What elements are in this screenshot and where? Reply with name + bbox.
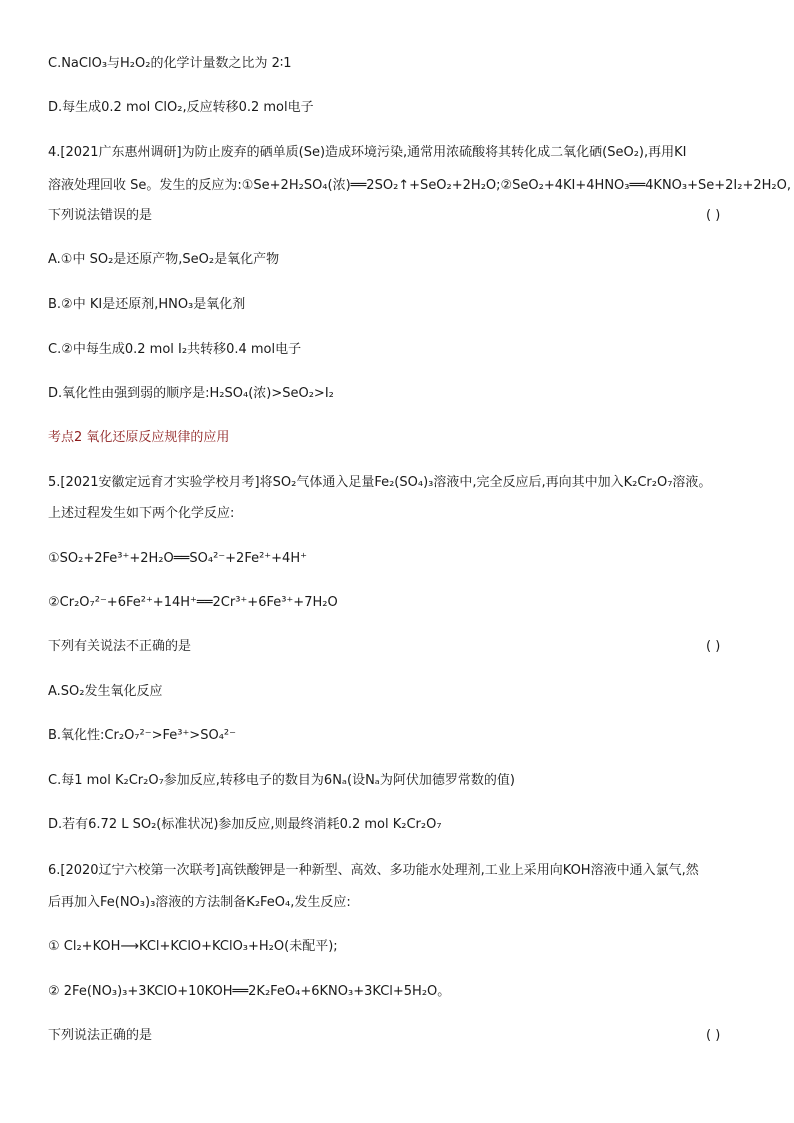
q4-stem-line3: 下列说法错误的是 [48,208,153,223]
q4-option-d: D.氧化性由强到弱的顺序是:H₂SO₄(浓)>SeO₂>I₂ [48,386,334,401]
section-heading: 考点2 氧化还原反应规律的应用 [48,430,230,445]
q4-option-a: A.①中 SO₂是还原产物,SeO₂是氧化产物 [48,252,280,267]
q4-stem-line1: 4.[2021广东惠州调研]为防止废弃的硒单质(Se)造成环境污染,通常用浓硫酸将其转化成二氧化硒(SeO₂),再用KI [48,145,687,160]
q4-answer-paren: ( ) [706,208,721,223]
q5-question: 下列有关说法不正确的是 [48,639,192,654]
q5-option-d: D.若有6.72 L SO₂(标准状况)参加反应,则最终消耗0.2 mol K₂Cr₂O₇ [48,817,442,832]
q4-option-c: C.②中每生成0.2 mol I₂共转移0.4 mol电子 [48,342,302,357]
q6-equation-1: ① Cl₂+KOH⟶KCl+KClO+KClO₃+H₂O(未配平); [48,939,338,954]
q5-equation-2: ②Cr₂O₇²⁻+6Fe²⁺+14H⁺══2Cr³⁺+6Fe³⁺+7H₂O [48,595,338,610]
q3-option-d: D.每生成0.2 mol ClO₂,反应转移0.2 mol电子 [48,100,314,115]
q6-answer-paren: ( ) [706,1028,721,1043]
q6-equation-2: ② 2Fe(NO₃)₃+3KClO+10KOH══2K₂FeO₄+6KNO₃+3KCl+5H₂O。 [48,984,451,999]
q4-option-b: B.②中 KI是还原剂,HNO₃是氧化剂 [48,297,246,312]
q5-stem-line1: 5.[2021安徽定远育才实验学校月考]将SO₂气体通入足量Fe₂(SO₄)₃溶液中,完全反应后,再向其中加入K₂Cr₂O₇溶液。 [48,475,712,490]
q5-option-c: C.每1 mol K₂Cr₂O₇参加反应,转移电子的数目为6Nₐ(设Nₐ为阿伏加德罗常数的值) [48,773,515,788]
q5-stem-line2: 上述过程发生如下两个化学反应: [48,506,235,521]
q5-option-a: A.SO₂发生氧化反应 [48,684,163,699]
q6-question: 下列说法正确的是 [48,1028,153,1043]
q5-option-b: B.氧化性:Cr₂O₇²⁻>Fe³⁺>SO₄²⁻ [48,728,236,743]
q4-stem-line2: 溶液处理回收 Se。发生的反应为:①Se+2H₂SO₄(浓)══2SO₂↑+SeO₂+2H₂O;②SeO₂+4KI+4HNO₃══4KNO₃+Se+2I₂+2H₂O, [48,178,791,193]
q6-stem-line1: 6.[2020辽宁六校第一次联考]高铁酸钾是一种新型、高效、多功能水处理剂,工业上采用向KOH溶液中通入氯气,然 [48,863,699,878]
q3-option-c: C.NaClO₃与H₂O₂的化学计量数之比为 2∶1 [48,56,292,71]
q5-equation-1: ①SO₂+2Fe³⁺+2H₂O══SO₄²⁻+2Fe²⁺+4H⁺ [48,551,307,566]
q5-answer-paren: ( ) [706,639,721,654]
q6-stem-line2: 后再加入Fe(NO₃)₃溶液的方法制备K₂FeO₄,发生反应: [48,895,351,910]
